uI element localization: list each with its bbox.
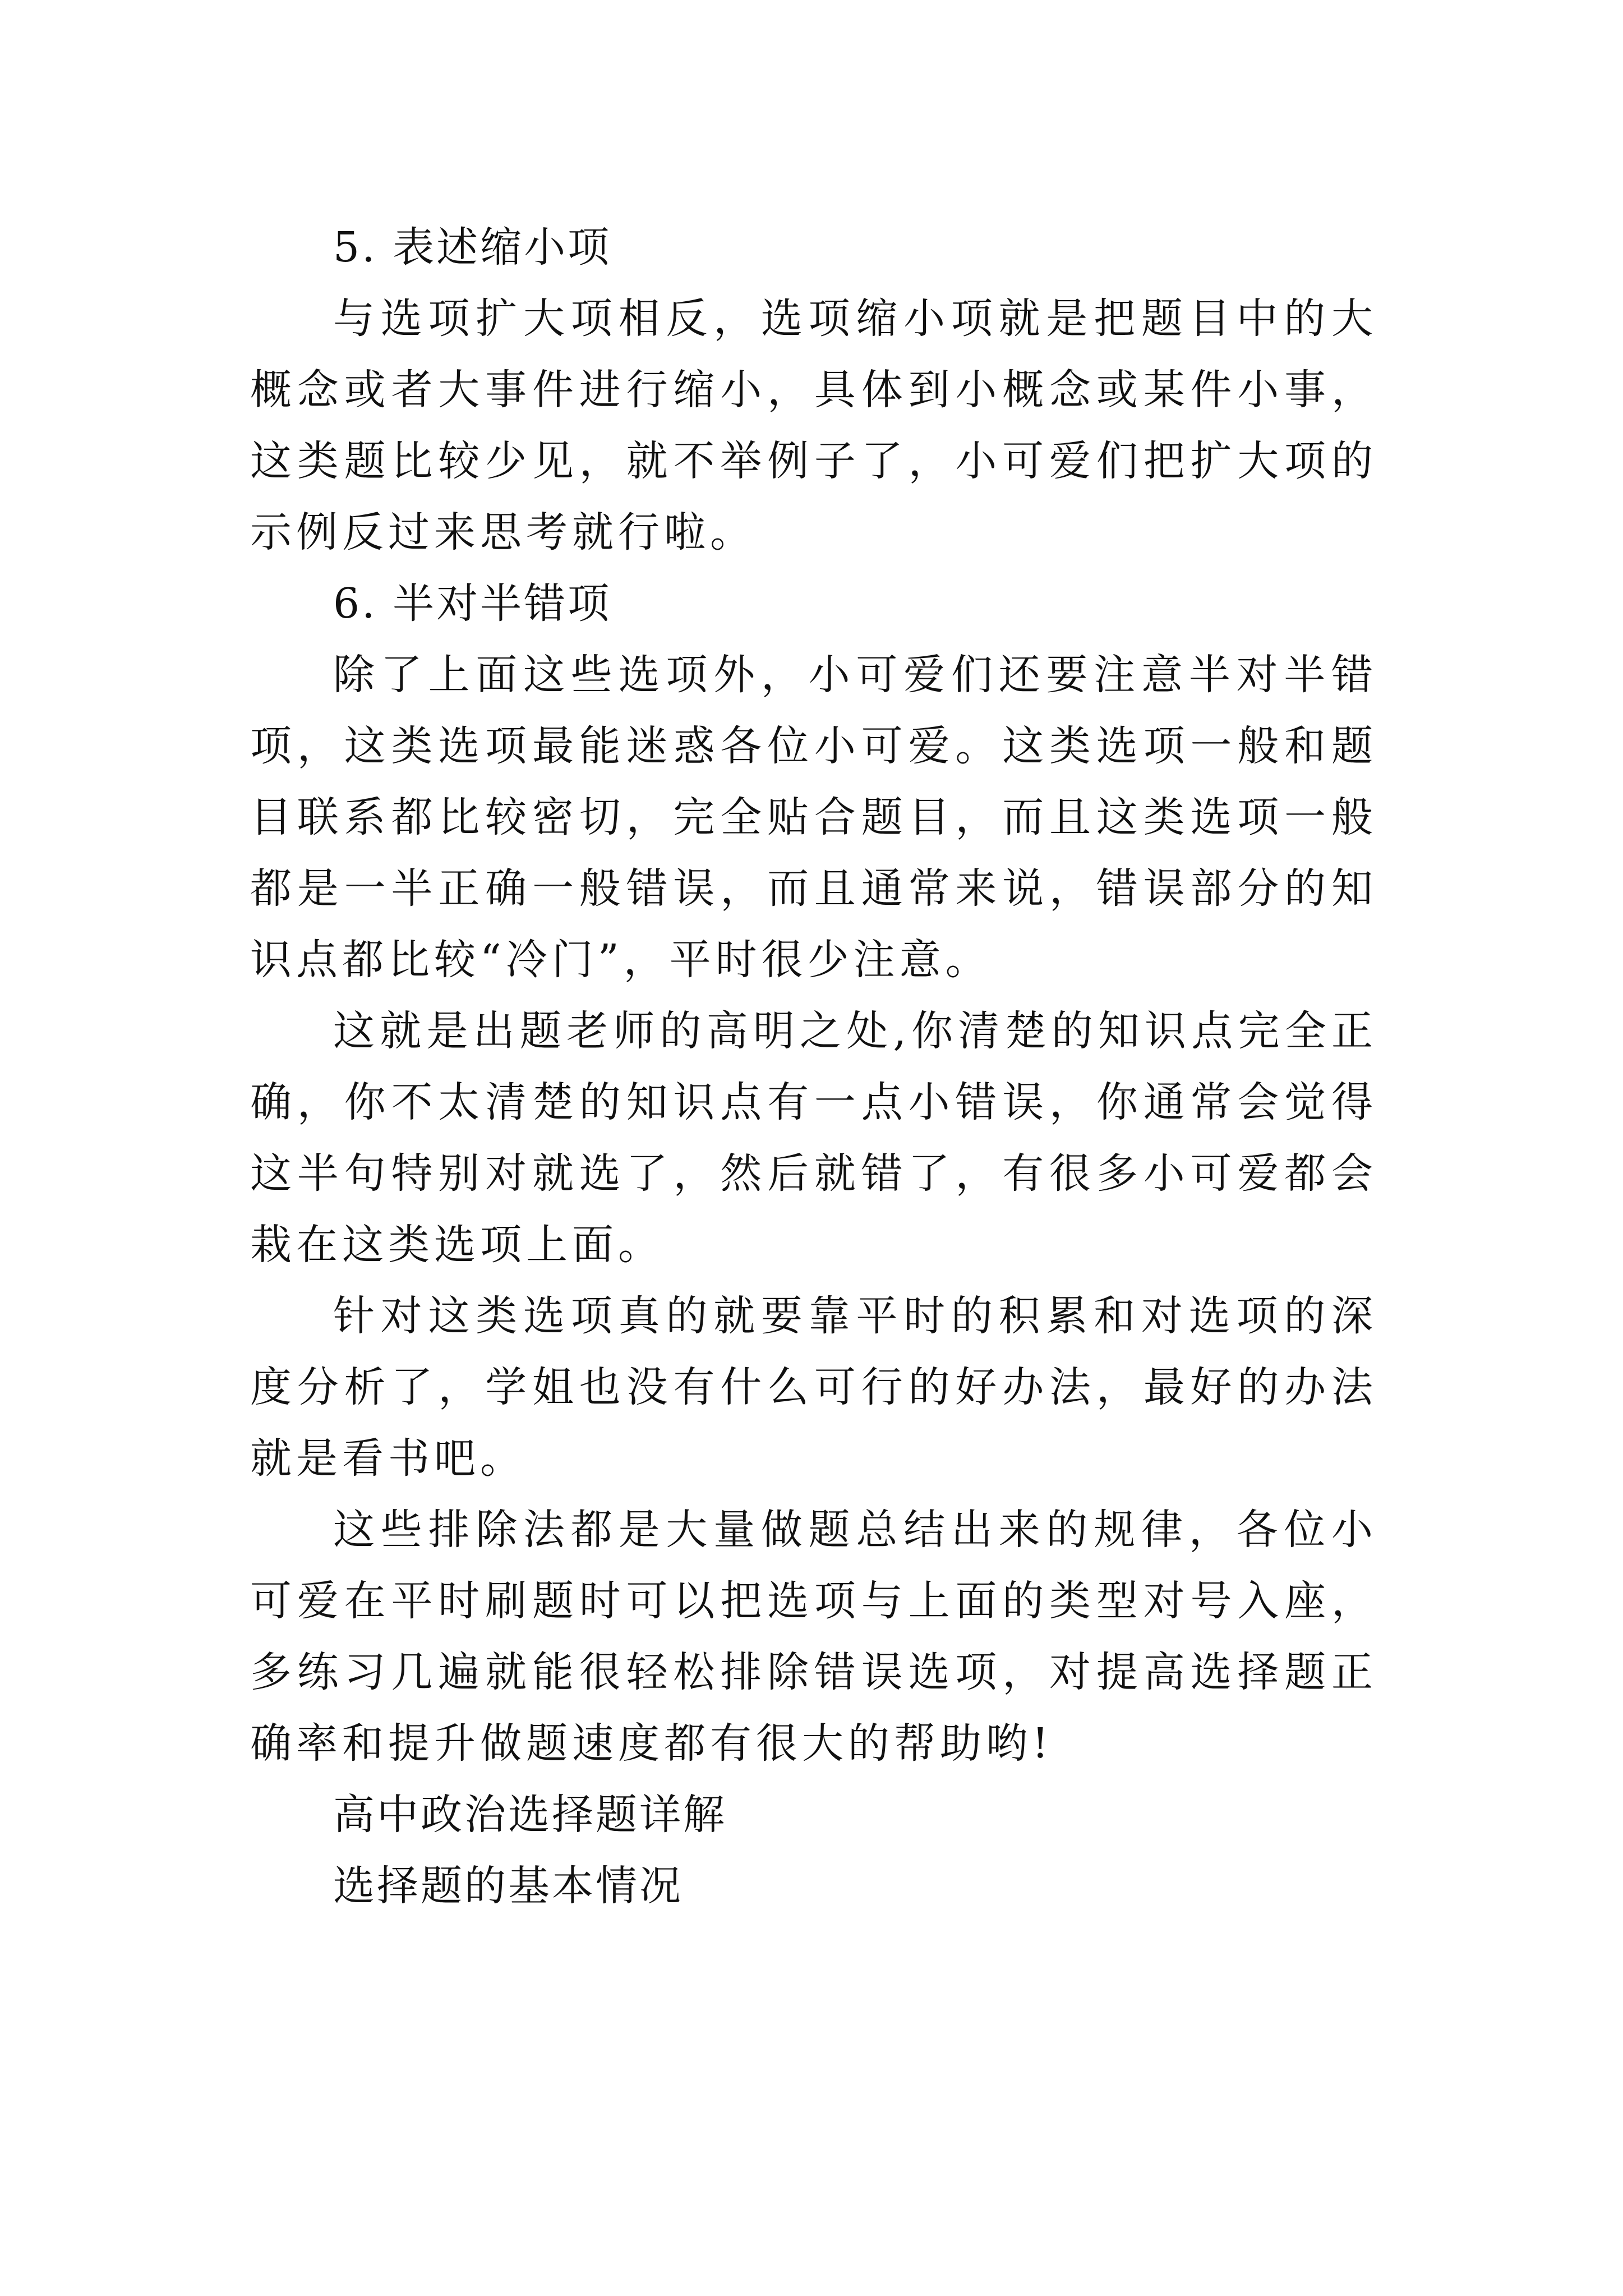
section-heading-politics-choice: 高中政治选择题详解 <box>333 1791 727 1839</box>
section-heading-5: 5. 表述缩小项 <box>333 223 612 272</box>
paragraph-elimination-summary: 这些排除法都是大量做题总结出来的规律，各位小可爱在平时刷题时可以把选项与上面的类型对号入座，多练习几遍就能很轻松排除错误选项，对提高选择题正确率和提升做题速度都有很大的帮助哟! <box>250 1506 1377 1768</box>
paragraph-examiner-tricks: 这就是出题老师的高明之处,你清楚的知识点完全正确，你不太清楚的知识点有一点小错误，你通常会觉得这半句特别对就选了，然后就错了，有很多小可爱都会栽在这类选项上面。 <box>250 1007 1377 1269</box>
paragraph-accumulation-advice: 针对这类选项真的就要靠平时的积累和对选项的深度分析了，学姐也没有什么可行的好办法，最好的办法就是看书吧。 <box>250 1292 1377 1483</box>
paragraph-half-right-options: 除了上面这些选项外，小可爱们还要注意半对半错项，这类选项最能迷惑各位小可爱。这类选项一般和题目联系都比较密切，完全贴合题目，而且这类选项一般都是一半正确一般错误，而且通常来说，错误部分的知识点都比较“冷门”，平时很少注意。 <box>250 651 1377 984</box>
section-heading-6: 6. 半对半错项 <box>333 579 612 628</box>
section-heading-basic-situation: 选择题的基本情况 <box>333 1862 683 1910</box>
document-body <box>250 212 1377 1922</box>
paragraph-narrowing-options: 与选项扩大项相反，选项缩小项就是把题目中的大概念或者大事件进行缩小，具体到小概念或某件小事，这类题比较少见，就不举例子了，小可爱们把扩大项的示例反过来思考就行啦。 <box>250 295 1377 556</box>
